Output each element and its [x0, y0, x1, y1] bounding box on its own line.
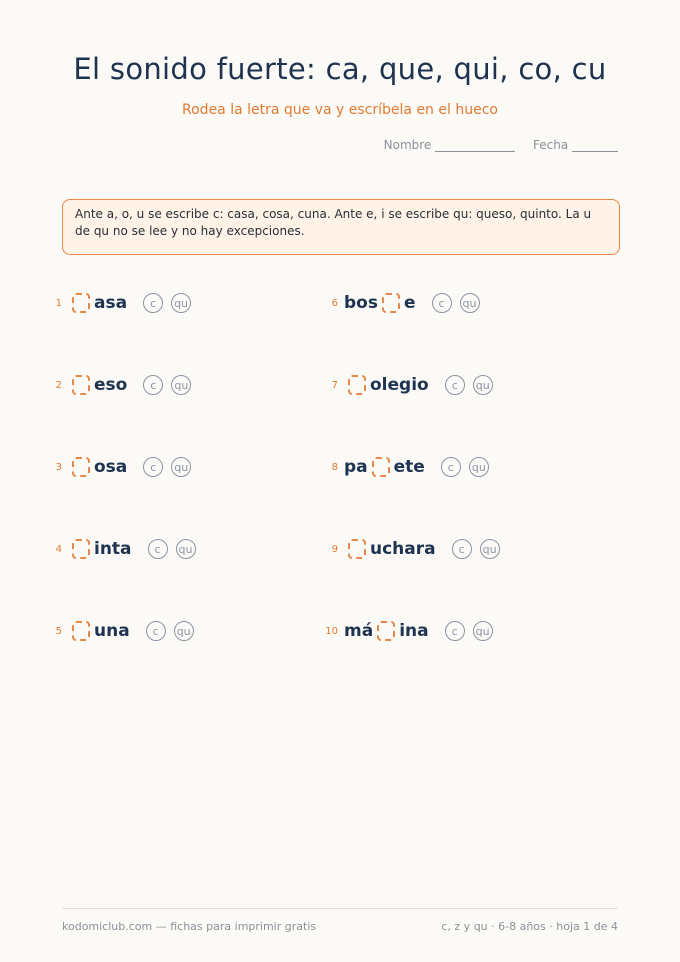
word-end: osa: [94, 457, 128, 477]
exercise-item: [324, 537, 508, 561]
letter-option-qu[interactable]: qu: [174, 621, 194, 641]
answer-blank[interactable]: [382, 293, 400, 313]
letter-option-c[interactable]: c: [445, 375, 465, 395]
word-end: una: [94, 621, 130, 641]
letter-option-c[interactable]: c: [148, 539, 168, 559]
answer-blank[interactable]: [372, 457, 390, 477]
letter-option-qu[interactable]: qu: [469, 457, 489, 477]
letter-options: [148, 539, 204, 559]
answer-blank[interactable]: [348, 375, 366, 395]
rule-note: Ante a, o, u se escribe c: casa, cosa, cuna. Ante e, i se escribe qu: queso, quinto. La u de qu no se lee y no hay excepciones.: [62, 199, 620, 255]
letter-option-c[interactable]: c: [143, 375, 163, 395]
word-start: má: [344, 621, 374, 641]
date-label: Fecha: [532, 138, 569, 152]
exercise-item: [324, 291, 488, 315]
exercise-item: [324, 373, 501, 397]
letter-options: [445, 375, 501, 395]
answer-blank[interactable]: [377, 621, 395, 641]
exercise-item: [48, 291, 199, 315]
word-end: olegio: [370, 375, 429, 395]
letter-options: [146, 621, 202, 641]
letter-option-c[interactable]: c: [445, 621, 465, 641]
exercise-number: 3: [55, 461, 62, 473]
letter-option-qu[interactable]: qu: [480, 539, 500, 559]
exercise-number: 10: [325, 625, 338, 637]
exercise-item: [324, 455, 497, 479]
letter-options: [441, 457, 497, 477]
exercise-item: [48, 455, 199, 479]
word-start: bos: [344, 293, 378, 313]
letter-option-qu[interactable]: qu: [176, 539, 196, 559]
letter-options: [143, 375, 199, 395]
exercise-item: [48, 619, 202, 643]
exercise-number: 8: [331, 461, 338, 473]
footer-sheet-info: c, z y qu · 6-8 años · hoja 1 de 4: [441, 920, 618, 933]
exercise-item: [48, 373, 199, 397]
answer-blank[interactable]: [348, 539, 366, 559]
answer-blank[interactable]: [72, 621, 90, 641]
answer-blank[interactable]: [72, 375, 90, 395]
date-line[interactable]: [572, 139, 618, 152]
letter-options: [452, 539, 508, 559]
exercise-number: 1: [55, 297, 62, 309]
word-end: e: [403, 293, 416, 313]
letter-options: [432, 293, 488, 313]
word-end: ina: [399, 621, 429, 641]
letter-options: [143, 293, 199, 313]
letter-option-qu[interactable]: qu: [171, 457, 191, 477]
name-date-fields: [384, 138, 618, 152]
word-end: asa: [94, 293, 128, 313]
letter-option-c[interactable]: c: [441, 457, 461, 477]
footer-site: kodomiclub.com — fichas para imprimir gratis: [62, 920, 317, 933]
name-line[interactable]: [435, 139, 515, 152]
letter-options: [445, 621, 501, 641]
answer-blank[interactable]: [72, 539, 90, 559]
word-end: ete: [393, 457, 425, 477]
exercise-item: [324, 619, 501, 643]
exercise-item: [48, 537, 204, 561]
letter-option-qu[interactable]: qu: [473, 621, 493, 641]
footer-divider: [62, 908, 618, 909]
letter-option-c[interactable]: c: [143, 293, 163, 313]
letter-option-qu[interactable]: qu: [171, 375, 191, 395]
word-end: eso: [94, 375, 128, 395]
name-label: Nombre: [383, 138, 432, 152]
answer-blank[interactable]: [72, 293, 90, 313]
answer-blank[interactable]: [72, 457, 90, 477]
letter-option-c[interactable]: c: [452, 539, 472, 559]
word-end: uchara: [370, 539, 436, 559]
letter-options: [143, 457, 199, 477]
letter-option-qu[interactable]: qu: [460, 293, 480, 313]
word-end: inta: [94, 539, 132, 559]
letter-option-c[interactable]: c: [146, 621, 166, 641]
exercise-number: 6: [331, 297, 338, 309]
page-subtitle: Rodea la letra que va y escríbela en el hueco: [182, 102, 498, 118]
letter-option-qu[interactable]: qu: [171, 293, 191, 313]
exercise-number: 7: [331, 379, 338, 391]
letter-option-c[interactable]: c: [143, 457, 163, 477]
exercise-number: 4: [55, 543, 62, 555]
exercise-number: 9: [331, 543, 338, 555]
word-start: pa: [344, 457, 368, 477]
page-title: El sonido fuerte: ca, que, qui, co, cu: [73, 52, 607, 86]
letter-option-qu[interactable]: qu: [473, 375, 493, 395]
letter-option-c[interactable]: c: [432, 293, 452, 313]
exercise-number: 2: [55, 379, 62, 391]
exercise-number: 5: [55, 625, 62, 637]
